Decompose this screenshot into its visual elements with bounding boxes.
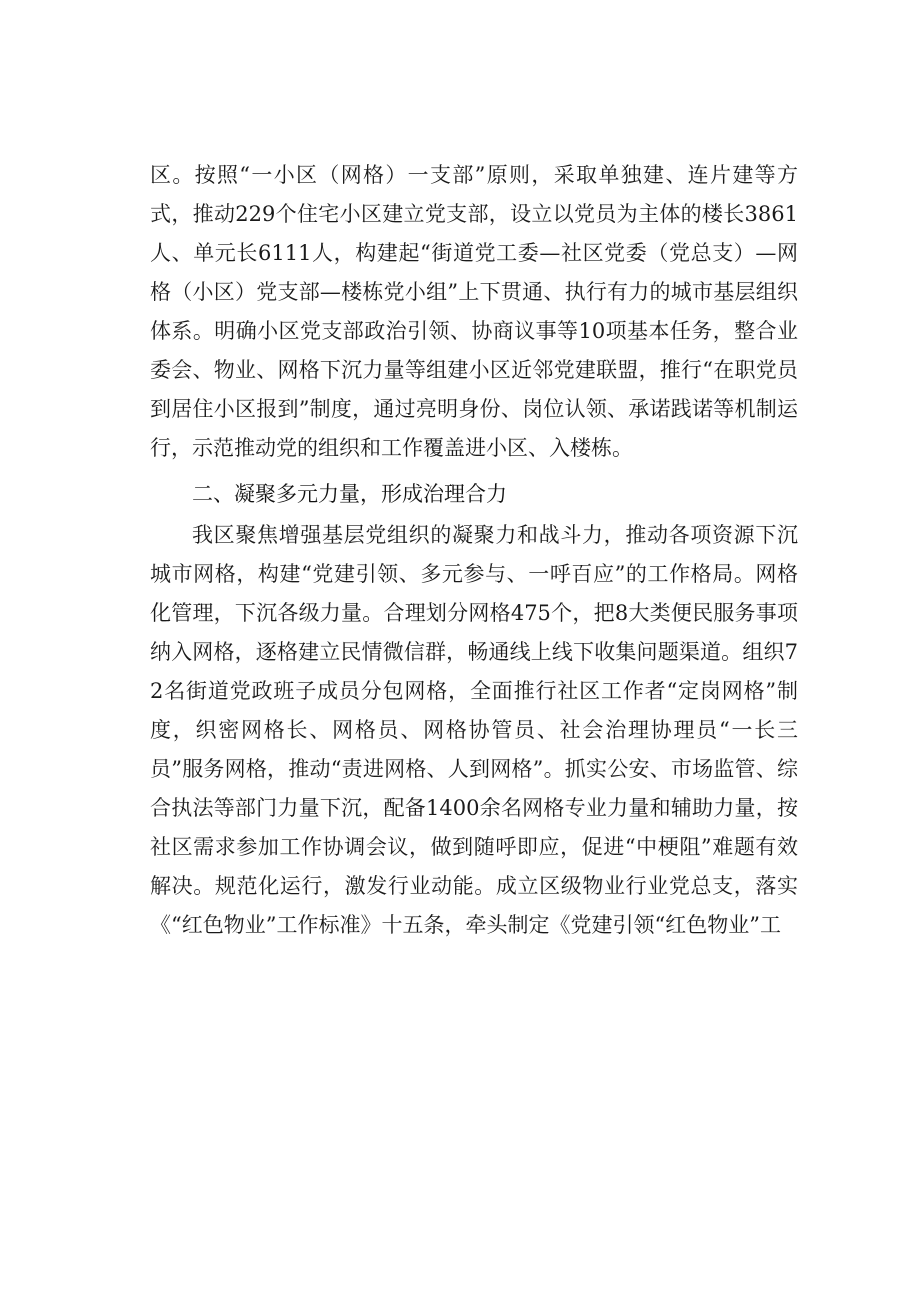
paragraph-continued: 区。按照“一小区（网格）一支部”原则，采取单独建、连片建等方式，推动229个住宅小区建立党支部，设立以党员为主体的楼长3861人、单元长6111人，构建起“街道党工委—社区党委（党总支）—网格（小区）党支部—楼栋党小组”上下贯通、执行有力的城市基层组织体系。明确小区党支部政治引领、协商议事等10项基本任务，整合业委会、物业、网格下沉力量等组建小区近邻党建联盟，推行“在职党员到居住小区报到”制度，通过亮明身份、岗位认领、承诺践诺等机制运行，示范推动党的组织和工作覆盖进小区、入楼栋。 — [150, 163, 798, 460]
document-body — [150, 156, 798, 945]
section-paragraph: 我区聚焦增强基层党组织的凝聚力和战斗力，推动各项资源下沉城市网格，构建“党建引领、多元参与、一呼百应”的工作格局。网格化管理，下沉各级力量。合理划分网格475个，把8大类便民服务事项纳入网格，逐格建立民情微信群，畅通线上线下收集问题渠道。组织72名街道党政班子成员分包网格，全面推行社区工作者“定岗网格”制度，织密网格长、网格员、网格协管员、社会治理协理员“一长三员”服务网格，推动“责进网格、人到网格”。抓实公安、市场监管、综合执法等部门力量下沉，配备1400余名网格专业力量和辅助力量，按社区需求参加工作协调会议，做到随呼即应，促进“中梗阻”难题有效解决。规范化运行，激发行业动能。成立区级物业行业党总支，落实《“红色物业”工作标准》十五条，牵头制定《党建引领“红色物业”工 — [150, 523, 798, 937]
section-heading: 二、凝聚多元力量，形成治理合力 — [192, 482, 507, 506]
